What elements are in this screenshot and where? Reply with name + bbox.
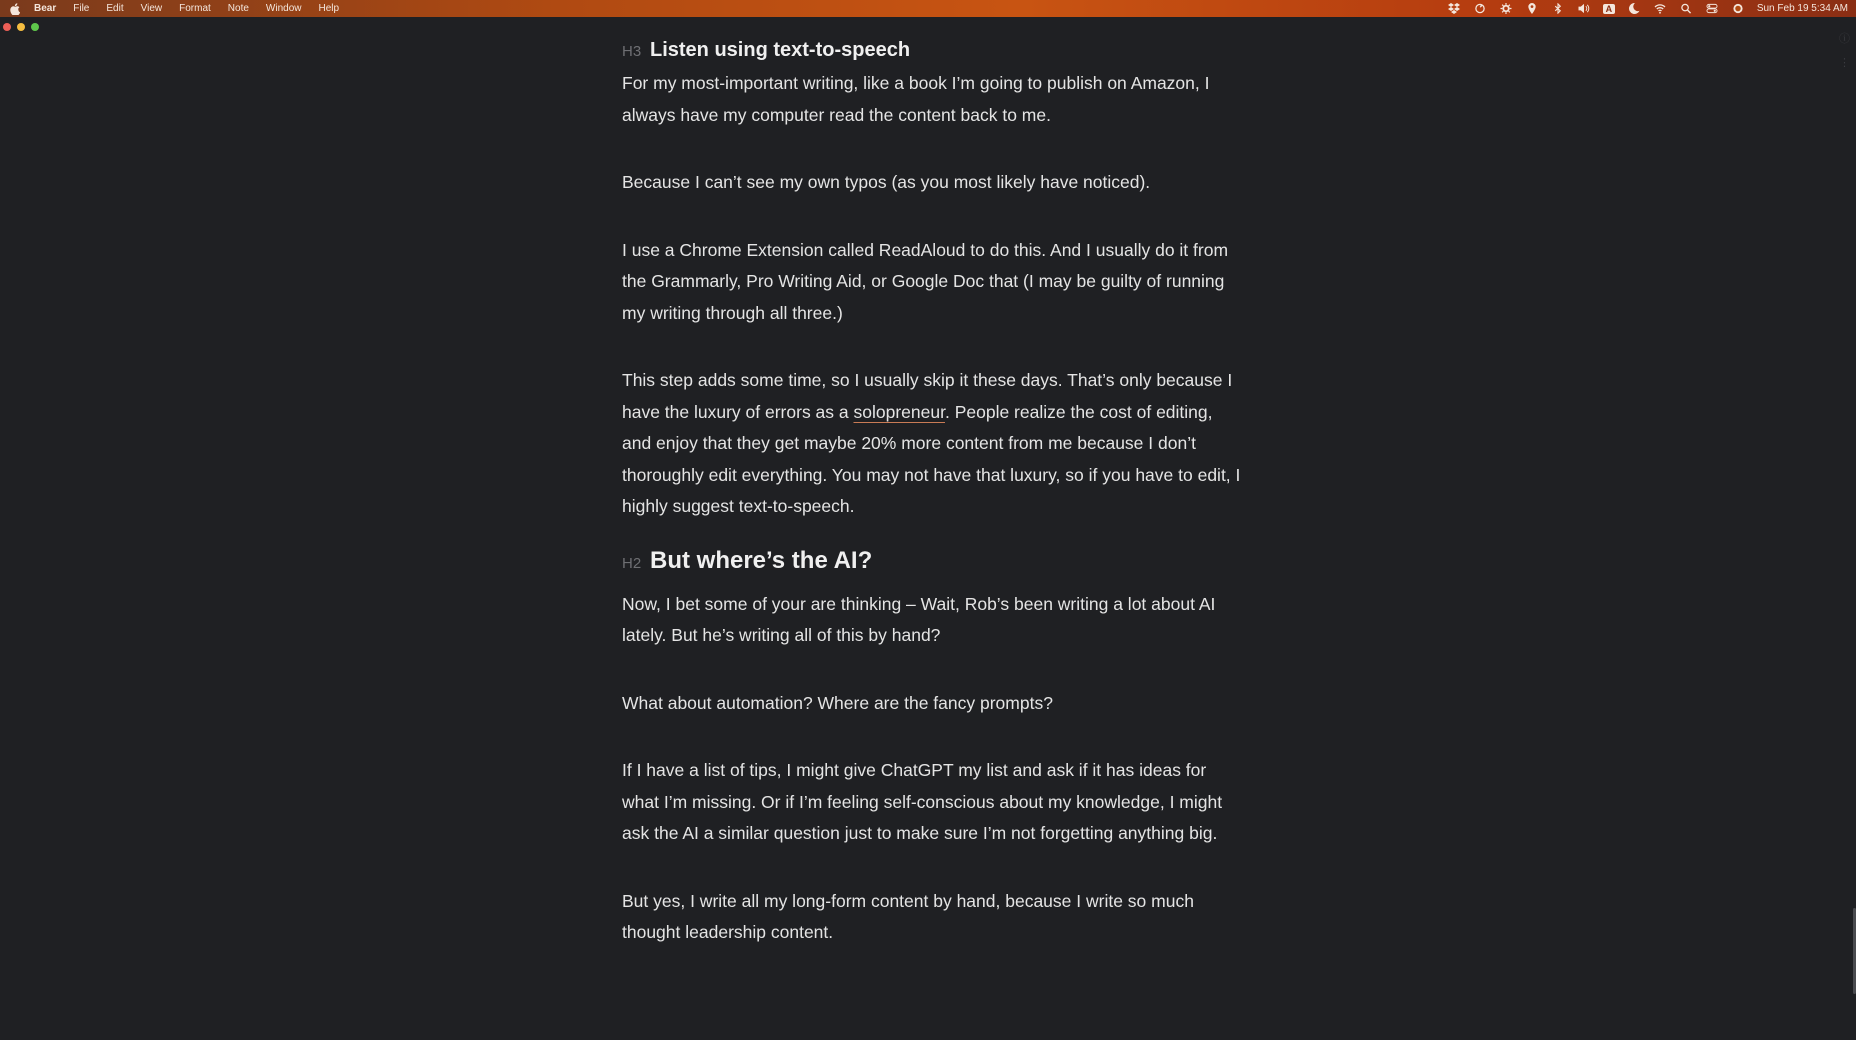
paragraph (622, 365, 1242, 523)
menu-file[interactable]: File (73, 3, 90, 14)
fullscreen-window-button[interactable] (31, 23, 39, 31)
apple-menu-icon[interactable] (10, 3, 22, 15)
menu-help[interactable]: Help (318, 3, 340, 14)
heading-level-marker: H2 (622, 554, 642, 572)
dropbox-icon[interactable] (1447, 3, 1461, 15)
more-options-icon[interactable]: ⋮ (1839, 57, 1850, 69)
settings-gear-icon[interactable] (1499, 3, 1513, 15)
paragraph: For my most-important writing, like a book I’m going to publish on Amazon, I always have my computer read the content back to me. (622, 73, 1210, 125)
section-heading-listen (622, 32, 1242, 68)
paragraph: What about automation? Where are the fancy prompts? (622, 692, 1053, 713)
heading-level-marker: H3 (622, 43, 642, 60)
paragraph: Because I can’t see my own typos (as you most likely have noticed). (622, 172, 1151, 192)
menu-bar-clock[interactable]: Sun Feb 19 5:34 AM (1756, 3, 1848, 14)
heading-text: But where’s the AI? (650, 546, 873, 574)
paragraph-text: This step adds some time, so I usually skip it these days. That’s only because I have the luxury of errors as a (622, 370, 1233, 422)
do-not-disturb-moon-icon[interactable] (1627, 3, 1641, 15)
control-center-icon[interactable] (1705, 3, 1719, 15)
editor-side-controls (1839, 30, 1850, 79)
volume-icon[interactable] (1577, 3, 1591, 15)
spellcheck-flagged-word[interactable]: solopreneur (853, 401, 945, 422)
minimize-window-button[interactable] (17, 23, 25, 31)
location-icon[interactable] (1525, 3, 1539, 15)
keyboard-input-icon[interactable]: A (1603, 4, 1615, 14)
sync-icon[interactable] (1473, 3, 1487, 15)
paragraph: If I have a list of tips, I might give ChatGPT my list and ask if it has ideas for what I’m missing. Or if I’m feeling self-conscious about my knowledge, I might ask the AI a similar question just to make sure I’m not forgetting anything big. (622, 760, 1223, 843)
heading-text: Listen using text-to-speech (650, 39, 911, 61)
paragraph: But yes, I write all my long-form content by hand, because I write so much thought leadership content. (622, 890, 1194, 942)
info-icon[interactable]: ⓘ (1839, 33, 1850, 45)
paragraph-text: . People realize the cost of editing, and enjoy that they get maybe 20% more content from me because I don’t thoroughly edit everything. You may not have that luxury, so if you have to edit, I highly suggest text-to-speech. (622, 401, 1241, 516)
section-heading-ai (622, 539, 1242, 583)
menu-app-name[interactable]: Bear (34, 3, 57, 14)
spotlight-search-icon[interactable] (1679, 3, 1693, 15)
menu-note[interactable]: Note (227, 3, 249, 14)
paragraph: I use a Chrome Extension called ReadAloud to do this. And I usually do it from the Grammarly, Pro Writing Aid, or Google Doc that (I may be guilty of running my writing through all three.) (622, 239, 1229, 323)
wifi-icon[interactable] (1653, 3, 1667, 15)
menu-window[interactable]: Window (265, 3, 302, 14)
bluetooth-icon[interactable] (1551, 3, 1565, 15)
menu-bar (0, 0, 1856, 17)
status-bar (1435, 0, 1848, 17)
menu-edit[interactable]: Edit (106, 3, 124, 14)
menu-view[interactable]: View (140, 3, 163, 14)
siri-icon[interactable] (1731, 3, 1745, 15)
menu-format[interactable]: Format (179, 3, 211, 14)
close-window-button[interactable] (3, 23, 11, 31)
window-controls (3, 23, 45, 31)
note-editor[interactable] (622, 32, 1242, 949)
paragraph: Now, I bet some of your are thinking – Wait, Rob’s been writing a lot about AI lately. But he’s writing all of this by hand? (622, 593, 1216, 645)
